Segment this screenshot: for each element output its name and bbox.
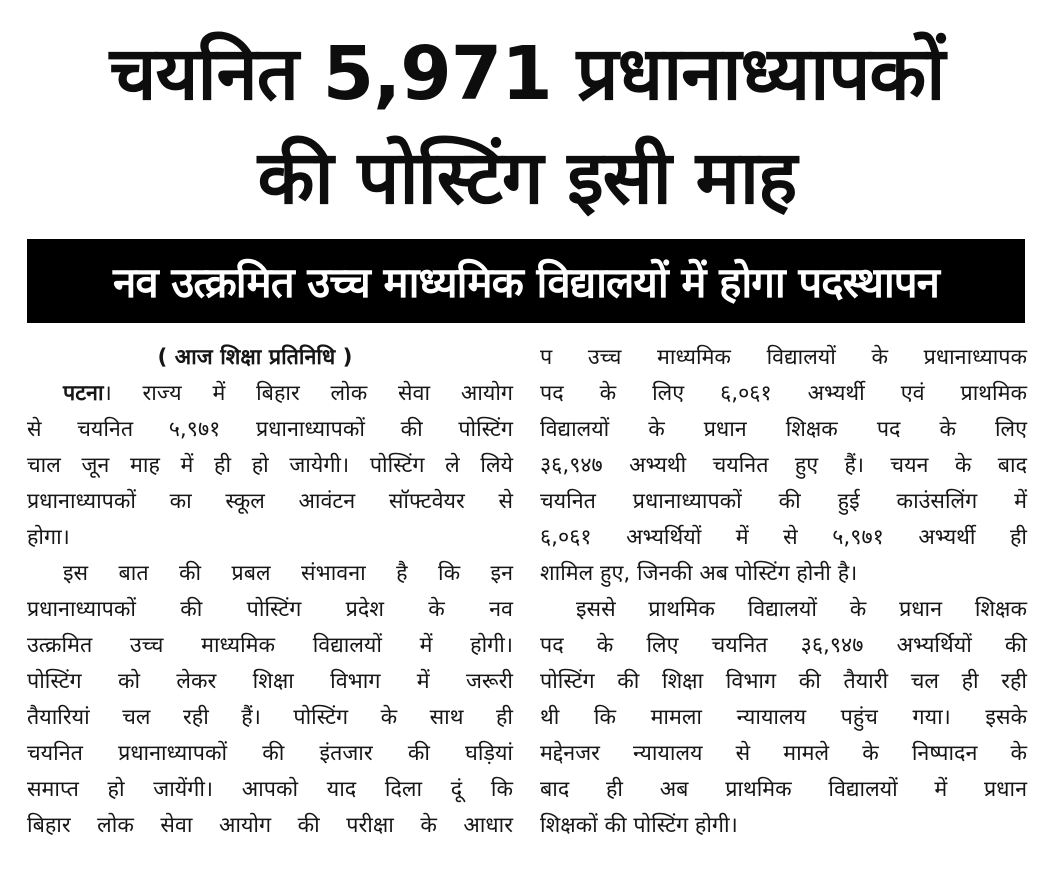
article-column-left [27,340,513,844]
article-line: बाद ही अब प्राथमिक विद्यालयों में प्रधान [540,777,1027,802]
article-line: इससे प्राथमिक विद्यालयों के प्रधान शिक्षक [576,597,1027,622]
article-line: मद्देनजर न्यायालय से मामले के निष्पादन के [540,741,1027,766]
subheadline-text: नव उत्क्रमित उच्च माध्यमिक विद्यालयों में होगा पदस्थापन [113,257,939,307]
article-line: ३६,९४७ अभ्यथी चयनित हुए हैं। चयन के बाद [540,453,1027,478]
dateline: पटना [63,381,104,406]
article-line: से चयनित ५,९७१ प्रधानाध्यापकों की पोस्टिंग [27,417,513,442]
article-line: तैयारियां चल रही हैं। पोस्टिंग के साथ ही [27,705,513,730]
article-line: विद्यालयों के प्रधान शिक्षक पद के लिए [540,417,1027,442]
article-line: पोस्टिंग को लेकर शिक्षा विभाग में जरूरी [27,669,513,694]
article-line: प्रधानाध्यापकों की पोस्टिंग प्रदेश के नव [27,597,513,622]
byline: ( आज शिक्षा प्रतिनिधि ) [157,345,353,370]
subheadline-bar [27,239,1025,323]
article-line: समाप्त हो जायेंगी। आपको याद दिला दूं कि [27,777,513,802]
headline-line-1: चयनित 5,971 प्रधानाध्यापकों [109,31,945,117]
article-line: उत्क्रमित उच्च माध्यमिक विद्यालयों में होगी। [27,633,513,658]
article-line [27,376,513,412]
headline-line-2: की पोस्टिंग इसी माह [257,135,797,221]
article-line: शामिल हुए, जिनकी अब पोस्टिंग होनी है। [540,561,858,586]
article-line-text: । राज्य में बिहार लोक सेवा आयोग [103,381,513,406]
article-line: होगा। [27,525,70,550]
article-line: चयनित प्रधानाध्यापकों की इंतजार की घड़ियां [27,741,513,766]
article-line: शिक्षकों की पोस्टिंग होगी। [540,813,738,838]
article-line: थी कि मामला न्यायालय पहुंच गया। इसके [540,705,1027,730]
article-line: ६,०६१ अभ्यर्थियों में से ५,९७१ अभ्यर्थी ही [540,525,1027,550]
article-line: पद के लिए ६,०६१ अभ्यर्थी एवं प्राथमिक [540,381,1027,406]
article-line: प्रधानाध्यापकों का स्कूल आवंटन सॉफ्टवेयर से [27,489,513,514]
article-line: बिहार लोक सेवा आयोग की परीक्षा के आधार [27,813,513,838]
article-line: प उच्च माध्यमिक विद्यालयों के प्रधानाध्यापक [540,345,1027,370]
article-line: पद के लिए चयनित ३६,९४७ अभ्यर्थियों की [540,633,1027,658]
article-line: पोस्टिंग की शिक्षा विभाग की तैयारी चल ही रही [540,669,1027,694]
article-line: चयनित प्रधानाध्यापकों की हुई काउंसलिंग में [540,489,1027,514]
article-line: इस बात की प्रबल संभावना है कि इन [63,561,513,586]
article-column-right [540,340,1027,844]
article-line: चाल जून माह में ही हो जायेगी। पोस्टिंग ले लिये [27,453,513,478]
